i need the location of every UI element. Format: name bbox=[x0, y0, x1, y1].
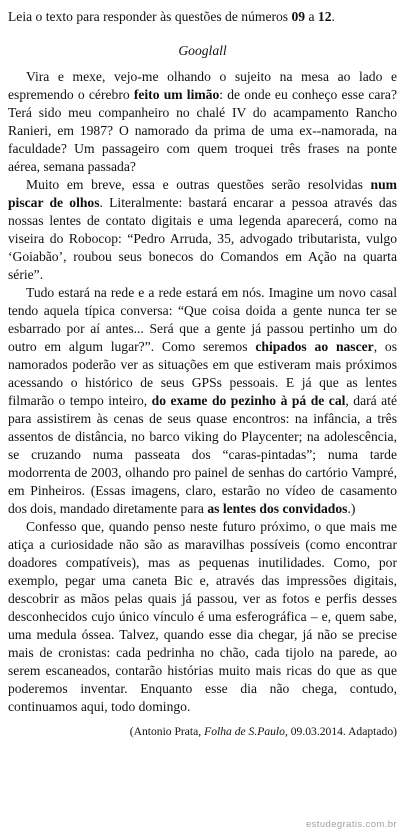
paragraph-text: : de onde eu conheço esse cara? Terá sido meu companheiro no chalé IV do acampamento Rancho Ranieri, em 1987? O namorado da prima de uma ex--namorada, na faculdade? Um passageiro com quem troquei três frases na ponte aérea, semana passada? bbox=[8, 87, 397, 174]
article-paragraph bbox=[8, 518, 397, 716]
highlighted-expression: as lentes dos convidados bbox=[207, 501, 348, 516]
text-title: Googlall bbox=[178, 43, 227, 58]
paragraph-text: Tudo estará na rede e a rede estará em nós. Imagine um novo casal tendo aquela típica conversa: “Que coisa doida a gente nunca ter se esbarrado por aí antes... Será que a gente já passou pertinho um do outro em algum lugar?”. Como seremos bbox=[8, 285, 397, 354]
source-newspaper: Folha de S.Paulo bbox=[204, 725, 285, 738]
paragraph-text: , dará até para assistirem às cenas de seus quase encontros: na infância, a três assentos de distância, no barco viking do Playcenter; na adolescência, se cruzando numa passeata dos “caras-pintadas”; numa tarde modorrenta de 2003, olhando pro painel de senhas do cartório Vampré, em Pinheiros. (Essas imagens, claro, estarão no vídeo de casamento dos dois, mandado diretamente para bbox=[8, 393, 398, 516]
article-paragraph bbox=[8, 284, 397, 518]
highlighted-expression: do exame do pezinho à pá de cal bbox=[151, 393, 346, 408]
paragraph-text: , os namorados poderão ver as situações em que estiveram mais próximos acessando o histórico de seus GPSs pessoais. E já que as lentes filmarão o tempo inteiro, bbox=[8, 339, 397, 408]
question-number-to: 12 bbox=[317, 9, 332, 24]
paragraph-text: Vira e mexe, vejo-me olhando o sujeito na mesa ao lado e espremendo o cérebro bbox=[8, 69, 397, 102]
highlighted-expression: num piscar de olhos bbox=[8, 177, 397, 210]
highlighted-expression: feito um limão bbox=[133, 87, 220, 102]
paragraph-text: Confesso que, quando penso neste futuro próximo, o que mais me atiça a curiosidade não são as maravilhas possíveis (como encontrar doadores compatíveis), mas as pequenas inutilidades. Como, por exemplo, pegar uma caneta Bic e, através das impressões digitais, descobrir as mãos pelas quais já passou, ver as fotos e perfis desses desconhecidos cujo único vínculo é uma esferográfica – e, quem sabe, uma medula óssea. Talvez, quando esse dia chegar, já não se precise mais de cronistas: cada pedrinha no chão, cada tijolo na parede, ao serem escaneados, contarão histórias muito mais ricas do que as que poderemos inventar. Enquanto esse dia não chega, contudo, continuamos aqui, todo domingo. bbox=[8, 519, 397, 714]
source-date: , 09.03.2014. Adaptado) bbox=[284, 725, 397, 738]
question-number-from: 09 bbox=[291, 9, 306, 24]
instruction-text-after: . bbox=[331, 9, 335, 24]
instruction-line bbox=[8, 8, 397, 26]
source-citation bbox=[8, 724, 397, 740]
highlighted-expression: chipados ao nascer bbox=[255, 339, 374, 354]
article-paragraph bbox=[8, 176, 397, 284]
article-body bbox=[8, 68, 397, 716]
paragraph-text: .) bbox=[347, 501, 356, 516]
instruction-text-middle: a bbox=[305, 9, 318, 24]
source-author: (Antonio Prata, bbox=[129, 725, 205, 738]
site-watermark: estudegratis.com.br bbox=[305, 819, 397, 830]
article-paragraph bbox=[8, 68, 397, 176]
paragraph-text: Muito em breve, essa e outras questões serão resolvidas bbox=[26, 177, 371, 192]
paragraph-text: . Literalmente: bastará encarar a pessoa através das nossas lentes de contato digitais e uma legenda aparecerá, como na viseira do Robocop: “Pedro Arruda, 35, advogado tributarista, vulgo ‘Goiabão’, roubou seus bonecos do Comandos em Ação na quarta série”. bbox=[8, 195, 397, 282]
instruction-text-before: Leia o texto para responder às questões de números bbox=[8, 9, 292, 24]
